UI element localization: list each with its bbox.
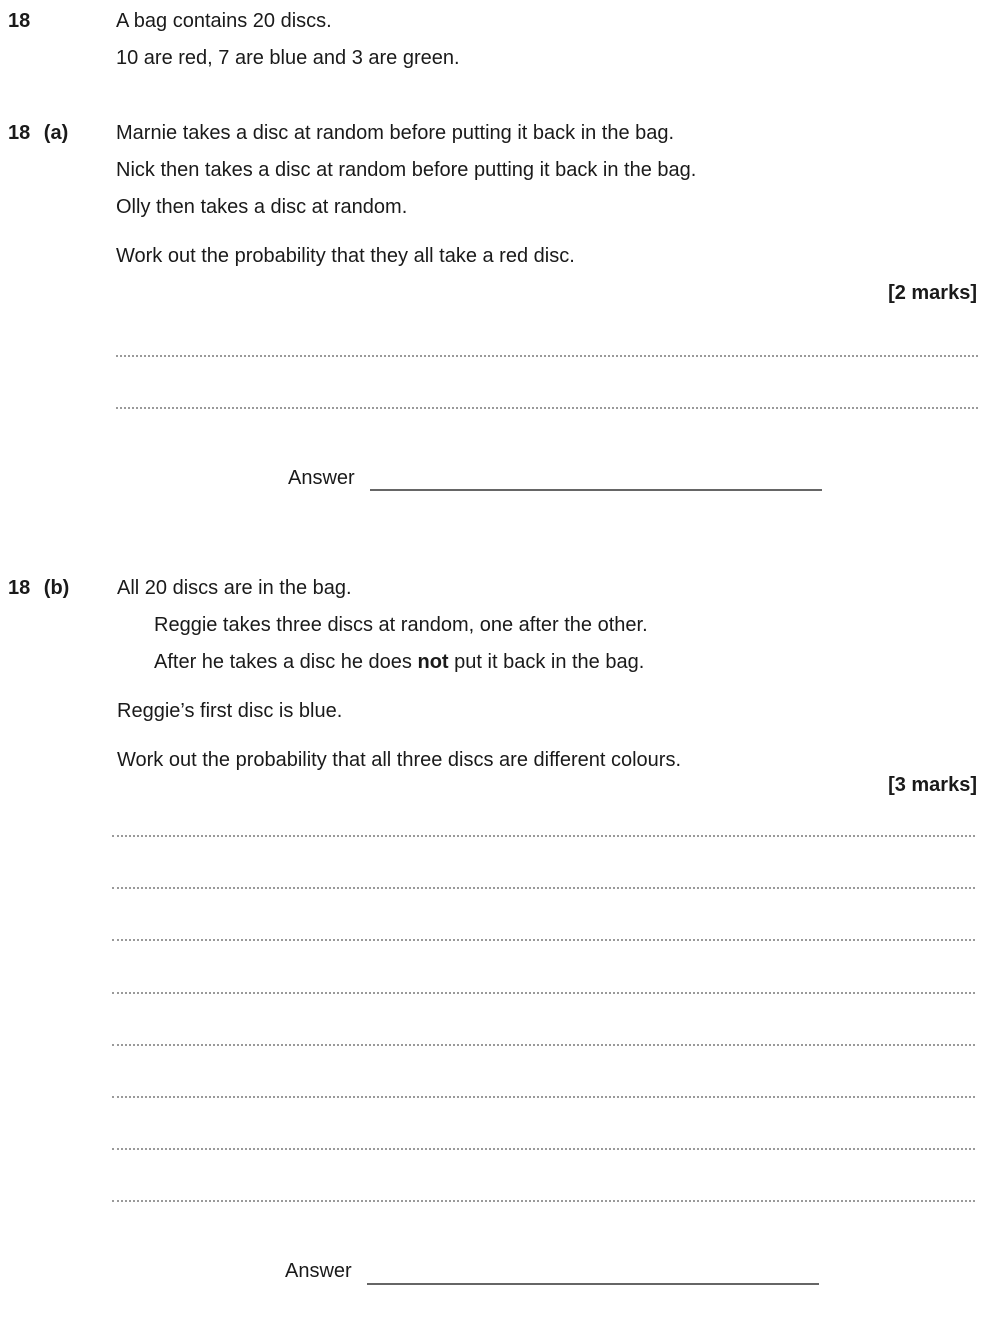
part-a-line-1: Marnie takes a disc at random before putting it back in the bag. [116,122,675,144]
part-b-answer-line[interactable] [367,1283,819,1285]
part-a-task: Work out the probability that they all take a red disc. [116,245,575,267]
part-a-label: 18 (a) [8,122,69,144]
part-a-working-line[interactable] [116,407,978,409]
part-b-working-line[interactable] [112,939,975,941]
part-a-answer-label: Answer [288,467,355,489]
part-b-line-3-start: After he takes a disc he does [154,651,418,673]
intro-line-2: 10 are red, 7 are blue and 3 are green. [116,47,460,69]
part-b-line-3-emphasis: not [417,651,449,673]
part-b-working-line[interactable] [112,1096,975,1098]
part-b-line-3 [154,650,644,674]
part-b-label: 18 (b) [8,577,70,599]
intro-line-1: A bag contains 20 discs. [116,10,332,32]
part-b-answer-label: Answer [285,1260,352,1282]
part-b-working-line[interactable] [112,835,975,837]
part-b-line-3-end: put it back in the bag. [448,651,645,673]
part-a-line-3: Olly then takes a disc at random. [116,196,408,218]
part-a-line-2: Nick then takes a disc at random before putting it back in the bag. [116,159,697,181]
part-a-marks: [2 marks] [888,282,977,304]
part-b-marks: [3 marks] [888,774,977,796]
part-b-working-line[interactable] [112,1044,975,1046]
part-b-working-line[interactable] [112,1148,975,1150]
question-number: 18 [8,10,31,32]
part-b-working-line[interactable] [112,1200,975,1202]
part-b-line-4: Reggie’s first disc is blue. [117,700,343,722]
part-a-working-line[interactable] [116,355,978,357]
part-b-line-1: All 20 discs are in the bag. [117,577,352,599]
part-b-working-line[interactable] [112,887,975,889]
part-b-task: Work out the probability that all three discs are different colours. [117,749,681,771]
part-b-working-line[interactable] [112,992,975,994]
part-b-line-2: Reggie takes three discs at random, one after the other. [154,614,648,636]
part-a-answer-line[interactable] [370,489,822,491]
